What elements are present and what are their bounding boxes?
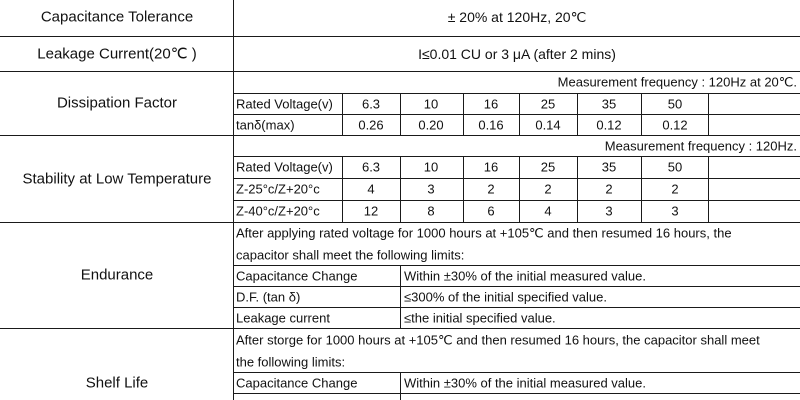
- shelf-life-item-limit: Within ±30% of the initial measured value.: [404, 375, 646, 391]
- rule: [0, 222, 800, 223]
- tan-delta-label: tanδ(max): [236, 117, 295, 133]
- endurance-item-limit: ≤the initial specified value.: [404, 310, 556, 326]
- impedance-ratio-cell: 3: [427, 181, 435, 197]
- rule: [0, 328, 800, 329]
- endurance-item-name: D.F. (tan δ): [236, 289, 301, 305]
- endurance-label: Endurance: [80, 266, 154, 284]
- dissipation-factor-label: Dissipation Factor: [56, 94, 178, 112]
- rule: [233, 200, 800, 201]
- impedance-ratio-cell: 12: [363, 203, 379, 219]
- low-temp-measurement-note: Measurement frequency : 120Hz.: [604, 138, 797, 154]
- rule: [0, 135, 800, 136]
- impedance-ratio-cell: 4: [367, 181, 375, 197]
- rule: [708, 156, 709, 222]
- tan-delta-cell: 0.12: [596, 117, 622, 133]
- endurance-item-limit: ≤300% of the initial specified value.: [404, 289, 607, 305]
- rule: [708, 93, 709, 135]
- lt-voltage-cell: 10: [423, 159, 439, 175]
- tan-delta-cell: 0.26: [358, 117, 384, 133]
- low-temp-stability-label: Stability at Low Temperature: [22, 170, 212, 188]
- df-voltage-cell: 16: [483, 96, 499, 112]
- lt-voltage-cell: 25: [540, 159, 556, 175]
- lt-rated-voltage-label: Rated Voltage(v): [236, 159, 333, 175]
- rule: [233, 393, 800, 394]
- rule: [233, 286, 800, 287]
- rule: [641, 93, 642, 135]
- lt-voltage-cell: 16: [483, 159, 499, 175]
- df-voltage-cell: 25: [540, 96, 556, 112]
- capacitance-tolerance-label: Capacitance Tolerance: [40, 8, 194, 26]
- impedance-ratio-cell: 2: [605, 181, 613, 197]
- shelf-life-description-line2: the following limits:: [236, 354, 346, 370]
- rule: [463, 93, 464, 135]
- rule: [233, 156, 800, 157]
- capacitance-tolerance-value: ± 20% at 120Hz, 20℃: [447, 9, 587, 25]
- rule: [400, 265, 401, 328]
- impedance-ratio-cell: 3: [671, 203, 679, 219]
- rule: [233, 114, 800, 115]
- impedance-ratio-cell: 2: [671, 181, 679, 197]
- rule: [233, 178, 800, 179]
- df-rated-voltage-label: Rated Voltage(v): [236, 96, 333, 112]
- lt-voltage-cell: 50: [667, 159, 683, 175]
- rule: [342, 156, 343, 222]
- lt-voltage-cell: 35: [601, 159, 617, 175]
- rule: [577, 93, 578, 135]
- endurance-description-line1: After applying rated voltage for 1000 hours at +105℃ and then resumed 16 hours, the: [236, 225, 732, 241]
- rule: [463, 156, 464, 222]
- tan-delta-cell: 0.16: [478, 117, 504, 133]
- rule: [233, 372, 800, 373]
- shelf-life-description-line1: After storge for 1000 hours at +105℃ and then resumed 16 hours, the capacitor shall meet: [236, 332, 760, 348]
- tan-delta-cell: 0.20: [418, 117, 444, 133]
- rule: [577, 156, 578, 222]
- df-voltage-cell: 6.3: [361, 96, 381, 112]
- df-voltage-cell: 35: [601, 96, 617, 112]
- rule: [400, 372, 401, 400]
- df-voltage-cell: 10: [423, 96, 439, 112]
- dissipation-measurement-note: Measurement frequency : 120Hz at 20℃.: [557, 74, 797, 90]
- impedance-ratio-cell: 3: [605, 203, 613, 219]
- endurance-item-limit: Within ±30% of the initial measured value.: [404, 268, 646, 284]
- rule: [342, 93, 343, 135]
- impedance-ratio-cell: 2: [544, 181, 552, 197]
- impedance-ratio-40-label: Z-40°c/Z+20°c: [236, 203, 320, 219]
- impedance-ratio-cell: 8: [427, 203, 435, 219]
- df-voltage-cell: 50: [667, 96, 683, 112]
- rule: [233, 307, 800, 308]
- impedance-ratio-cell: 4: [544, 203, 552, 219]
- shelf-life-label: Shelf Life: [85, 374, 149, 392]
- rule: [519, 156, 520, 222]
- rule: [0, 36, 800, 37]
- leakage-current-value: I≤0.01 CU or 3 μA (after 2 mins): [418, 46, 616, 62]
- rule: [233, 93, 800, 94]
- endurance-description-line2: capacitor shall meet the following limits:: [236, 247, 465, 263]
- rule: [0, 71, 800, 72]
- lt-voltage-cell: 6.3: [361, 159, 381, 175]
- rule: [641, 156, 642, 222]
- endurance-item-name: Capacitance Change: [236, 268, 358, 284]
- rule: [233, 265, 800, 266]
- leakage-current-label: Leakage Current(20℃ ): [37, 45, 197, 63]
- rule: [400, 156, 401, 222]
- impedance-ratio-cell: 6: [487, 203, 495, 219]
- impedance-ratio-cell: 2: [487, 181, 495, 197]
- tan-delta-cell: 0.14: [535, 117, 561, 133]
- tan-delta-cell: 0.12: [662, 117, 688, 133]
- shelf-life-item-name: Capacitance Change: [236, 375, 358, 391]
- rule: [519, 93, 520, 135]
- rule: [400, 93, 401, 135]
- impedance-ratio-25-label: Z-25°c/Z+20°c: [236, 181, 320, 197]
- rule: [233, 0, 234, 400]
- endurance-item-name: Leakage current: [236, 310, 330, 326]
